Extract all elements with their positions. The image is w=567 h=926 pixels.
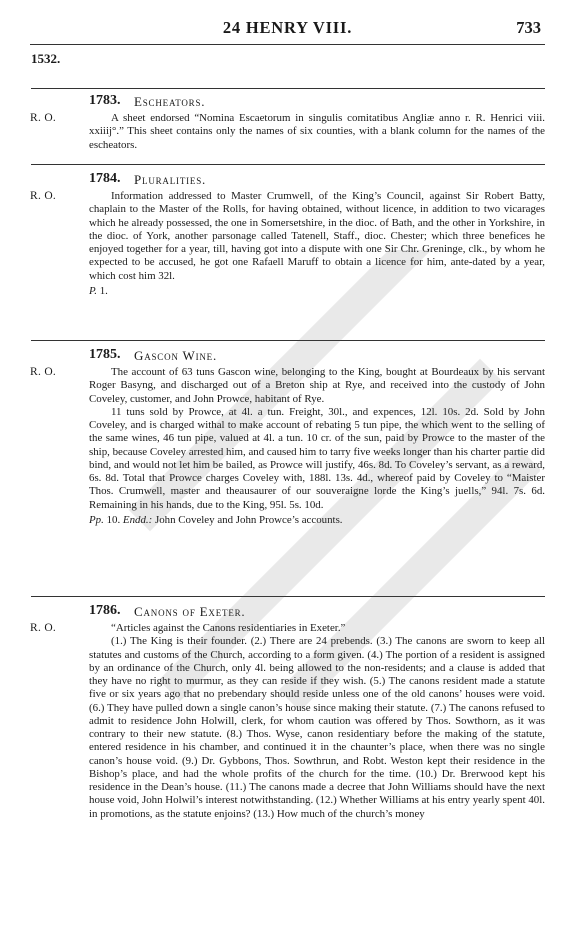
entry-heading: Pluralities. [134,172,207,187]
divider [31,340,545,341]
ref-text: 1. [99,284,108,297]
entry-paragraph: (1.) The King is their founder. (2.) There are 24 prebends. (3.) The canons are sworn to keep all statutes and customs of the Church, according to a form given. (4.) The portion of a resident is assigned by an ordinance of the Church, only 4l. being allowed to the non-residents; and a clause is added that they have no right to murmur, as they can reside if they wish. (5.) The canons resident made a statute five or six years ago that no prebendary should reside unless one of the old canons’ houses were void. (6.) They have pulled down a single canon’s house since making their statute. (7.) The canons refused to admit to residence John Holwill, clerk, for whom caution was offered by Thos. Sowthorn, as it was contrary to their new statute. (8.) Thos. Wyse, canon residentiary before the making of the statute, entered residence in his chamber, and continued it in the chaunter’s place, when there was no single canon’s house void. (9.) Dr. Gybbons, Thos. Sowthrun, and Robt. Weston kept their residence in the Bishop’s place, and had the whole profits of the church for the time. (10.) Dr. Brerwood kept his residence in the Dean’s house. (11.) The canons made a decree that John Williams should have the next house void, John Holwil’s interest notwithstanding. (12.) Whether Williams at his entry yearly spent 40l. in promotions, as the statute enjoins? (13.) How much of the church’s money [89,635,545,820]
reference-line [89,514,545,527]
entry-paragraph: Information addressed to Master Crumwell, of the King’s Council, against Sir Robert Batty, chaplain to the Master of the Rolls, for having obtained, without licence, in addition to two vicarages which he already possessed, the one in Somersetshire, in the dioc. of Bath, and the other in Yorkshire, in the dioc. of York, another parsonage called Tatenell, Staff., dioc. Chester; which three benefices he enjoyed together for a year, till, having got into a dispute with one Sir Chr. Greninge, clk., by whom he expected to be accused, he got one Rafaell Maruff to obtain a licence for him, ante-dated by a year, which cost him 32l. [89,190,545,282]
entry-body [30,190,545,298]
entry-number: 1785. [89,347,121,362]
entry-1785 [30,347,545,527]
entry-heading: Escheators. [134,94,206,109]
entry-number: 1783. [89,93,121,108]
source-marker: R. O. [30,366,57,378]
entry-heading: Canons of Exeter. [134,604,246,619]
running-head: 24 HENRY VIII. [222,18,353,37]
entry-paragraph: The account of 63 tuns Gascon wine, belonging to the King, bought at Bourdeaux by his servant Roger Basyng, and discharged out of a Breton ship at Rye, and received into the custody of John Coveley, customer, and John Prowce, habitant of Rye. [89,366,545,405]
entry-paragraph: 11 tuns sold by Prowce, at 4l. a tun. Freight, 30l., and expences, 12l. 10s. 2d. Sold by John Coveley, and is charged withal to make account of rebating 5 tun pipe, the which went to the selling of the same wines, 46 tun pipe, valued at 4l. a tun. 10 cr. of the sun, paid by Prowce to the master of the ship, because Coveley arrested him, and caused him to tarry five weeks longer than his charter partie did bind, and would not let him be bailed, as Prowce will justify, 46s. 8d. To Coveley’s servant, as a reward, 6s. 8d. Total that Prowce charges Coveley with, 188l. 13s. 4d., whereof paid by Coveley to “Maister Thos. Crumwell, master and theausaurer of our souveraigne lorde the King’s juells,” 94l. 7s. 6d. Remaining in his hands, due to the King, 95l. 5s. 10d. [89,405,545,511]
entry-body [30,366,545,527]
endorsement-text: John Coveley and John Prowce’s accounts. [155,513,343,526]
entry-number: 1784. [89,171,121,186]
entry-title [30,93,545,112]
entry-title [30,171,545,190]
page-header [30,10,545,45]
page-number: 733 [516,18,541,37]
entry-body [30,112,545,152]
ref-label: P. [89,284,97,297]
entry-heading: Gascon Wine. [134,348,218,363]
reference-line [89,285,545,298]
source-marker: R. O. [30,190,57,202]
entry-number: 1786. [89,603,121,618]
entry-paragraph: A sheet endorsed “Nomina Escaetorum in singulis comitatibus Angliæ anno r. R. Henrici viii. xxiiij°.” This sheet contains only the names of six counties, with a blank column for the names of the escheators. [89,112,545,151]
divider [31,88,545,89]
source-marker: R. O. [30,112,57,124]
divider [31,164,545,165]
divider [31,596,545,597]
entry-body [30,622,545,821]
entry-1784 [30,171,545,298]
endorsement-label: Endd.: [122,513,153,526]
ref-text: 10. [106,513,121,526]
entry-paragraph: “Articles against the Canons residentiaries in Exeter.” [111,622,346,634]
ref-label: Pp. [89,513,104,526]
entry-1786 [30,603,545,821]
source-marker: R. O. [30,622,57,634]
entry-title [30,347,545,366]
entry-title [30,603,545,622]
year-marker: 1532. [31,51,61,66]
entry-1783 [30,93,545,152]
